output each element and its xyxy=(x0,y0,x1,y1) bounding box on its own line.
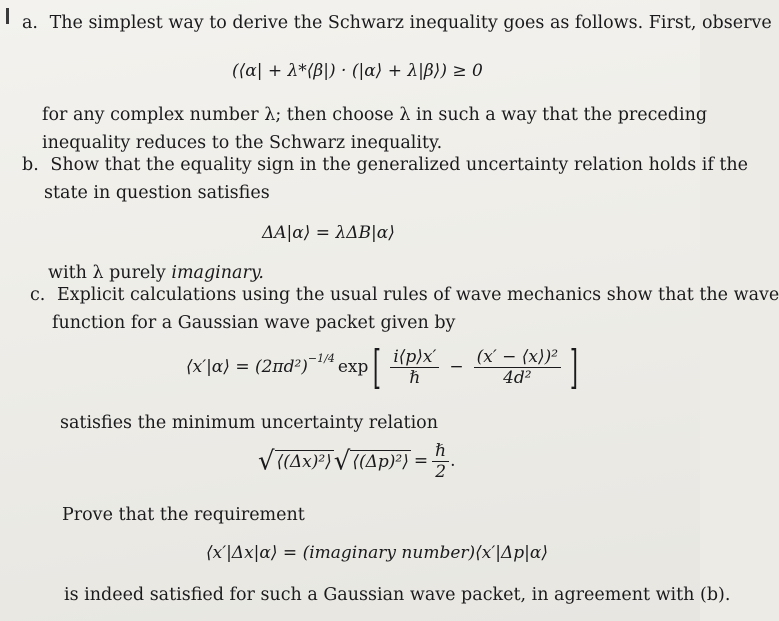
sqrt-arg-1: ⟨(Δx)²⟩ xyxy=(276,451,332,472)
gaussian-fraction-2 xyxy=(474,347,561,388)
part-a-line-2: for any complex number λ; then choose λ in such a way that the preceding xyxy=(42,105,708,125)
part-c-line-5: is indeed satisfied for such a Gaussian wave packet, in agreement with (b). xyxy=(64,585,731,605)
gaussian-lhs: ⟨x′|α⟩ = (2πd²) xyxy=(186,357,308,377)
radical-sign-1: √ xyxy=(258,446,275,476)
gaussian-fraction-1-denominator: ℏ xyxy=(409,367,421,388)
gaussian-exponent: −1/4 xyxy=(307,352,335,365)
part-a-line-3: inequality reduces to the Schwarz inequality. xyxy=(42,133,443,153)
gaussian-fraction-1-numerator: i⟨p⟩x′ xyxy=(390,347,439,368)
part-b-equation: ΔA|α⟩ = λΔB|α⟩ xyxy=(262,223,395,243)
part-b-line-1: Show that the equality sign in the generalized uncertainty relation holds if the xyxy=(50,155,749,175)
requirement-equation: ⟨x′|Δx|α⟩ = (imaginary number)⟨x′|Δp|α⟩ xyxy=(206,543,548,563)
gaussian-fraction-1 xyxy=(390,347,439,388)
part-c-line-1: Explicit calculations using the usual rules of wave mechanics show that the wave xyxy=(56,285,779,305)
part-c-line-2: function for a Gaussian wave packet given by xyxy=(52,313,456,333)
part-a-marker: a. xyxy=(22,13,38,33)
part-b-line-2: state in question satisfies xyxy=(44,183,270,203)
two-denominator: 2 xyxy=(435,461,447,482)
part-b-text-line-1 xyxy=(22,154,748,176)
gaussian-bracket-close: ] xyxy=(569,340,579,394)
hbar-numerator: ℏ xyxy=(432,441,449,462)
part-a-text-line-1 xyxy=(22,12,772,34)
minimum-uncertainty-equation xyxy=(258,436,456,486)
sqrt-term-2 xyxy=(333,446,411,476)
part-c-line-4: Prove that the requirement xyxy=(62,505,305,525)
part-b-line-3-prefix: with λ purely xyxy=(48,263,172,283)
part-b-line-3-emphasis: imaginary. xyxy=(171,263,264,283)
part-b-line-3 xyxy=(48,262,264,284)
part-a-line-1: The simplest way to derive the Schwarz inequality goes as follows. First, observe xyxy=(49,13,772,33)
uncertainty-equals: = xyxy=(413,451,429,471)
sqrt-arg-2: ⟨(Δp)²⟩ xyxy=(352,451,409,472)
part-c-line-3: satisfies the minimum uncertainty relation xyxy=(60,413,438,433)
gaussian-bracket-open: [ xyxy=(373,340,382,394)
part-c-text-line-1 xyxy=(30,284,779,306)
margin-mark xyxy=(6,8,9,24)
part-b-marker: b. xyxy=(22,155,39,175)
hbar-over-2 xyxy=(432,441,449,482)
part-c-marker: c. xyxy=(30,285,46,305)
part-a-equation: (⟨α| + λ*⟨β|) · (|α⟩ + λ|β⟩) ≥ 0 xyxy=(232,61,483,81)
sqrt-term-1 xyxy=(258,446,334,476)
gaussian-wavefunction-equation xyxy=(186,342,583,392)
gaussian-exp-word: exp xyxy=(337,357,369,377)
gaussian-fraction-2-numerator: (x′ − ⟨x⟩)² xyxy=(474,347,561,368)
uncertainty-period: . xyxy=(450,451,456,471)
gaussian-minus: − xyxy=(449,357,464,377)
radical-sign-2: √ xyxy=(333,446,351,476)
gaussian-fraction-2-denominator: 4d² xyxy=(503,367,532,388)
